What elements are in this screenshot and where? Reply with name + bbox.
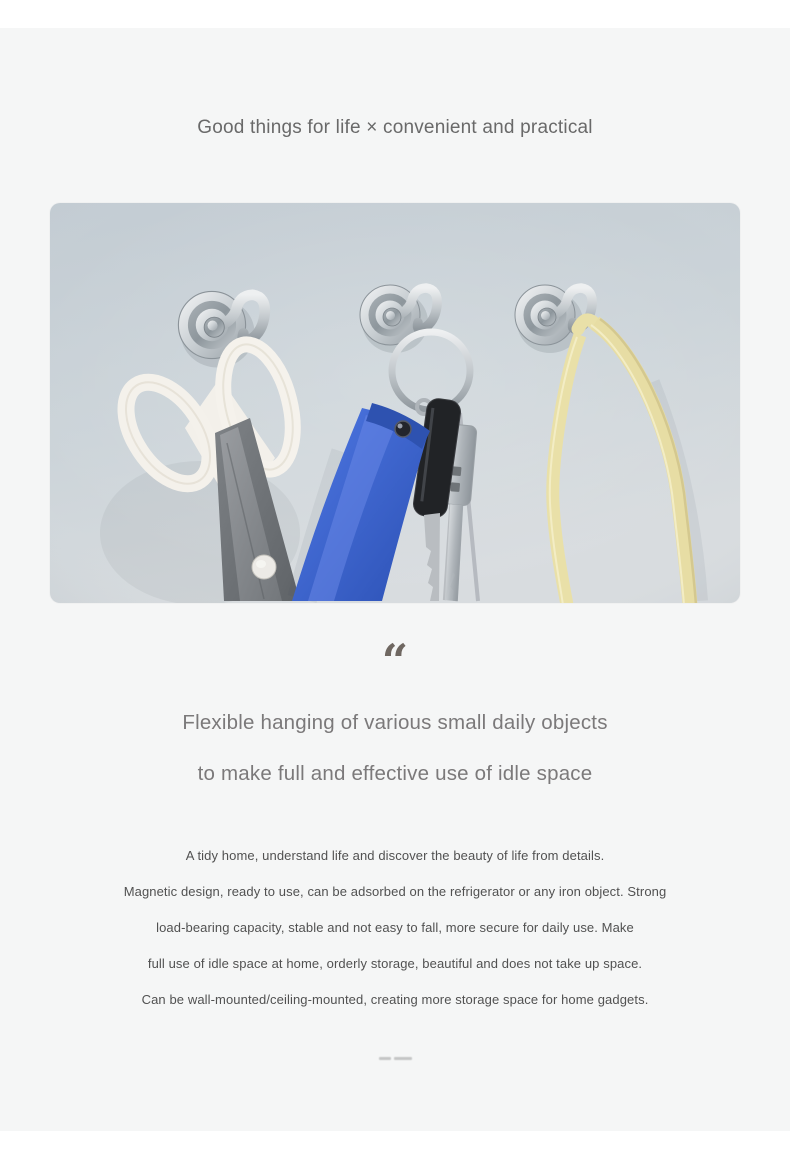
headline-line-2: to make full and effective use of idle space	[197, 762, 593, 785]
watermark	[374, 1054, 416, 1062]
body-text-line: Magnetic design, ready to use, can be adsorbed on the refrigerator or any iron object. Strong	[123, 884, 667, 899]
quote-mark: “	[381, 634, 409, 688]
tagline-text: Good things for life × convenient and practical	[197, 117, 593, 138]
body-text-line: Can be wall-mounted/ceiling-mounted, creating more storage space for home gadgets.	[141, 992, 649, 1007]
strap-rivet	[395, 421, 411, 437]
body-text-line: A tidy home, understand life and discover the beauty of life from details.	[185, 848, 605, 863]
hero-photo-illustration	[50, 203, 740, 603]
body-text-line: load-bearing capacity, stable and not easy to fall, more secure for daily use. Make	[156, 920, 634, 935]
headline-line-1: Flexible hanging of various small daily objects	[182, 711, 608, 734]
hero-photo[interactable]	[50, 203, 740, 603]
body-text-line: full use of idle space at home, orderly storage, beautiful and does not take up space.	[147, 956, 643, 971]
